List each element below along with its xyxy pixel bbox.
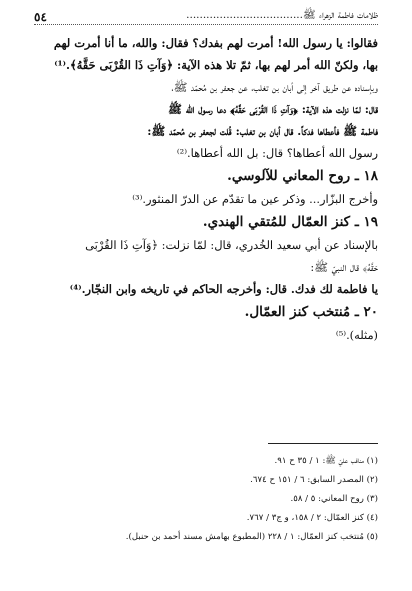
footnote: (٤) كنز العمّال: ٢ / ١٥٨، و ج٣ / ٧٦٧. bbox=[246, 513, 378, 523]
text-line: فاطمة ﷺ فأعطاها فدكاً. قال أبان بن تغلب: قُلت لجعفر بن مُحمّد ﷺ: bbox=[147, 124, 378, 138]
text-line: وبإسناده عن طريق آخر إلى أبان بن تغلب، عن جعفر بن مُحمّد ﷺ، bbox=[171, 80, 378, 94]
footnote: (٣) روح المعاني: ٥ / ٥٨. bbox=[290, 494, 378, 504]
page-header bbox=[34, 6, 378, 25]
text-line: يا فاطمة لك فدك. قال: وأخرجه الحاكم في تاريخه وابن النجّار.⁽⁴⁾ bbox=[69, 282, 378, 296]
footnotes bbox=[34, 452, 378, 547]
running-title: ...................................ظلامات فاطمة الزهراء ﷺ bbox=[186, 9, 378, 21]
text-line: وأخرج البزّار... وذكر عين ما تقدّم عن الدرّ المنثور.⁽³⁾ bbox=[132, 192, 378, 206]
section-heading: ١٨ ـ روح المعاني للآلوسي. bbox=[227, 168, 378, 184]
page-number: ٥٤ bbox=[34, 10, 47, 24]
footnote-separator bbox=[268, 443, 378, 444]
main-text bbox=[32, 32, 378, 346]
section-heading: ٢٠ ـ مُنتخب كنز العمّال. bbox=[244, 304, 378, 320]
text-line: فقالوا: يا رسول الله! أمرت لهم بفدك؟ فقال: والله، ما أنا أمرت لهم bbox=[53, 36, 378, 50]
text-line: حَقَّهُ﴾ قال النبيّ ﷺ: bbox=[310, 260, 378, 274]
text-line: رسول الله أعطاها؟ قال: بل الله أعطاها.⁽²⁾ bbox=[176, 146, 378, 160]
text-line: بالإسناد عن أبي سعيد الخُدري، قال: لمّا نزلت: ﴿وَآتِ ذَا القُرْبَى bbox=[85, 238, 378, 252]
text-line: (مثله).⁽⁵⁾ bbox=[335, 328, 378, 342]
footnote: (٢) المصدر السابق: ٦ / ١٥١ ح ٦٧٤. bbox=[250, 475, 378, 485]
section-heading: ١٩ ـ كنز العمّال للمُتقي الهندي. bbox=[202, 214, 378, 230]
text-line: بها، ولكنّ الله أمر لهم بها، ثمّ تلا هذه الآية: ﴿وَآتِ ذَا القُرْبَى حَقَّهُ﴾.⁽¹⁾ bbox=[54, 58, 378, 72]
footnote: (٥) مُنتخب كنز العمّال: ١ / ٢٢٨ (المطبوع بهامش مسند أحمد بن حنبل). bbox=[125, 532, 378, 542]
footnote: (١) مناقب عليّ ﷺ: ١ / ٣٥ ح ٩١. bbox=[274, 456, 378, 466]
text-line: قال: لمّا نزلت هذه الآية: ﴿وَآتِ ذَا القُرْبَى حَقَّهُ﴾ دعا رسول الله ﷺ bbox=[168, 102, 378, 116]
